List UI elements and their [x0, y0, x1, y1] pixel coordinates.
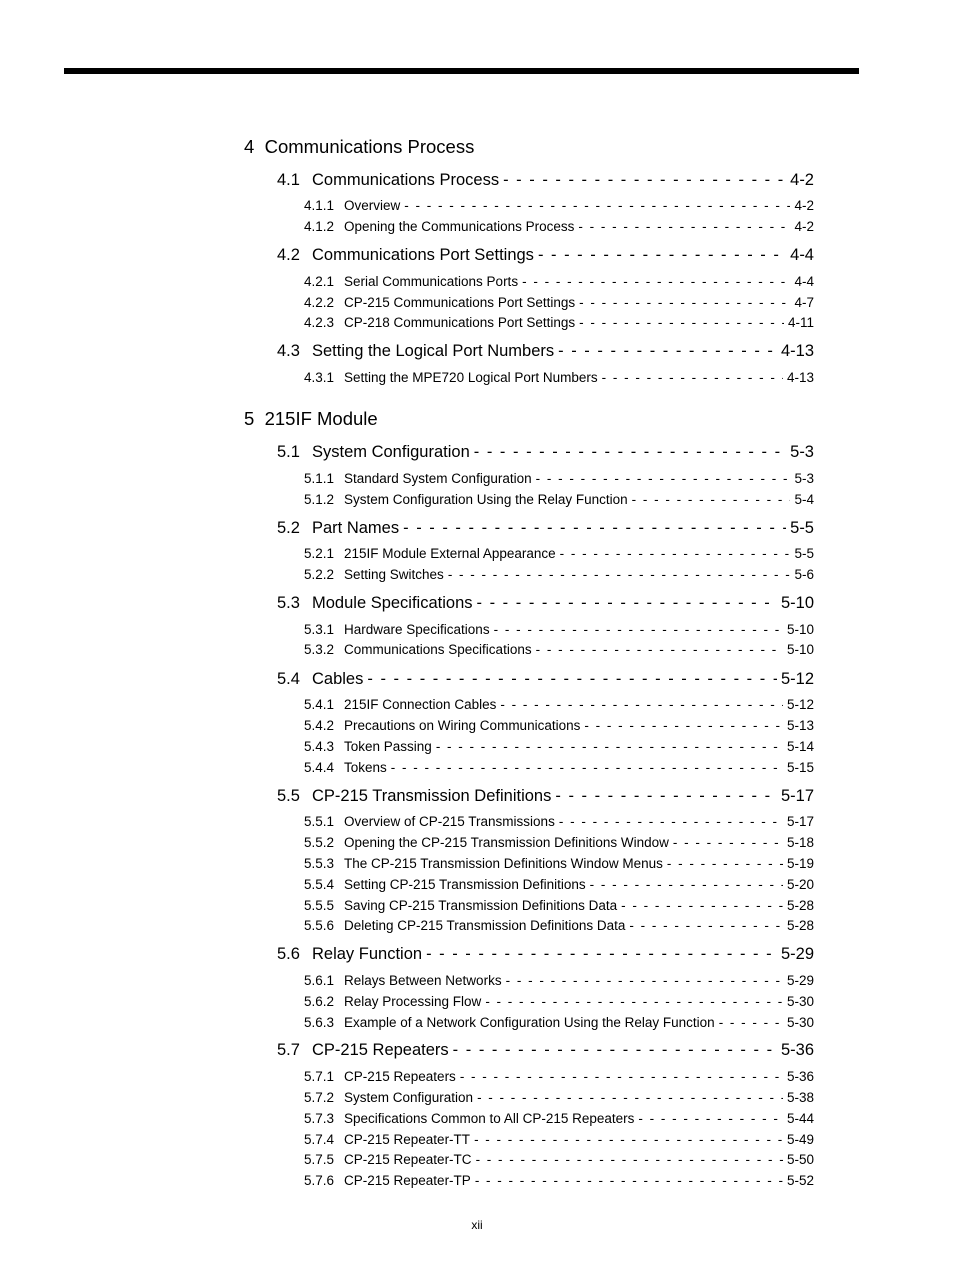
section-number: 4.1	[277, 171, 300, 189]
subsection-title: System Configuration Using the Relay Function	[344, 492, 628, 507]
toc-subsection-entry[interactable]	[304, 1173, 814, 1188]
page-ref: 5-28	[786, 898, 814, 913]
page-ref: 5-6	[794, 567, 814, 582]
page-ref: 5-3	[790, 443, 814, 461]
page-ref: 5-17	[786, 814, 814, 829]
toc-subsection-entry[interactable]	[304, 739, 814, 754]
page-ref: 5-30	[786, 1015, 814, 1030]
subsection-title: The CP-215 Transmission Definitions Window Menus	[344, 856, 663, 871]
dot-leader	[476, 1152, 783, 1167]
toc-subsection-entry[interactable]	[304, 877, 814, 892]
section-title: Communications Port Settings	[312, 246, 534, 264]
subsection-number: 5.3.2	[304, 642, 335, 657]
toc-subsection-entry[interactable]	[304, 1152, 814, 1167]
subsection-title: Setting the MPE720 Logical Port Numbers	[344, 370, 598, 385]
dot-leader	[485, 994, 783, 1009]
dot-leader	[426, 945, 777, 964]
subsection-title: Tokens	[344, 760, 387, 775]
page-ref: 5-10	[786, 642, 814, 657]
page-ref: 5-44	[786, 1111, 814, 1126]
subsection-number: 5.5.4	[304, 877, 335, 892]
subsection-number: 5.2.2	[304, 567, 335, 582]
subsection-title: Opening the CP-215 Transmission Definitions Window	[344, 835, 669, 850]
dot-leader	[500, 697, 783, 712]
subsection-title: Saving CP-215 Transmission Definitions Data	[344, 898, 618, 913]
section-number: 5.3	[277, 594, 300, 612]
dot-leader	[404, 198, 790, 213]
dot-leader	[475, 1173, 783, 1188]
section-title: Relay Function	[312, 945, 423, 963]
subsection-number: 4.1.2	[304, 219, 335, 234]
page-ref: 5-17	[780, 787, 814, 805]
page-ref: 5-49	[786, 1132, 814, 1147]
subsection-title: 215IF Connection Cables	[344, 697, 497, 712]
subsection-number: 4.2.1	[304, 274, 335, 289]
toc-subsection-entry[interactable]	[304, 973, 814, 988]
dot-leader	[590, 877, 783, 892]
dot-leader	[602, 370, 783, 385]
toc-section-entry[interactable]	[277, 670, 814, 689]
subsection-number: 5.6.1	[304, 973, 335, 988]
page-ref: 5-18	[786, 835, 814, 850]
dot-leader	[503, 171, 786, 190]
dot-leader	[538, 246, 786, 265]
subsection-number: 5.6.3	[304, 1015, 335, 1030]
subsection-number: 4.2.2	[304, 295, 335, 310]
toc-subsection-entry[interactable]	[304, 198, 814, 213]
toc-section-entry[interactable]	[277, 246, 814, 265]
toc-subsection-entry[interactable]	[304, 546, 814, 561]
subsection-title: CP-218 Communications Port Settings	[344, 315, 576, 330]
section-title: Part Names	[312, 519, 400, 537]
page-ref: 4-2	[794, 219, 814, 234]
section-title: System Configuration	[312, 443, 470, 461]
toc-section-entry[interactable]	[277, 342, 814, 361]
page-ref: 5-38	[786, 1090, 814, 1105]
toc-subsection-entry[interactable]	[304, 697, 814, 712]
page-ref: 4-4	[794, 274, 814, 289]
toc-subsection-entry[interactable]	[304, 567, 814, 582]
subsection-title: Relays Between Networks	[344, 973, 502, 988]
subsection-title: Overview	[344, 198, 401, 213]
page-ref: 5-12	[786, 697, 814, 712]
subsection-number: 5.7.3	[304, 1111, 335, 1126]
toc-subsection-entry[interactable]	[304, 718, 814, 733]
toc-subsection-entry[interactable]	[304, 219, 814, 234]
subsection-number: 5.5.3	[304, 856, 335, 871]
subsection-title: Hardware Specifications	[344, 622, 490, 637]
subsection-number: 5.5.5	[304, 898, 335, 913]
dot-leader	[579, 295, 790, 310]
chapter-number: 4	[244, 136, 255, 157]
subsection-number: 5.3.1	[304, 622, 335, 637]
section-number: 5.6	[277, 945, 300, 963]
toc-subsection-entry[interactable]	[304, 898, 814, 913]
section-number: 5.5	[277, 787, 300, 805]
subsection-title: Overview of CP-215 Transmissions	[344, 814, 555, 829]
dot-leader	[448, 567, 791, 582]
section-title: CP-215 Transmission Definitions	[312, 787, 552, 805]
toc-subsection-entry[interactable]	[304, 1015, 814, 1030]
page-ref: 5-29	[786, 973, 814, 988]
toc-subsection-entry[interactable]	[304, 994, 814, 1009]
page-ref: 5-12	[780, 670, 814, 688]
section-title: CP-215 Repeaters	[312, 1041, 449, 1059]
dot-leader	[560, 546, 791, 561]
dot-leader	[673, 835, 783, 850]
page-ref: 5-19	[786, 856, 814, 871]
page-ref: 4-4	[790, 246, 814, 264]
page-ref: 5-4	[794, 492, 814, 507]
page-ref: 5-52	[786, 1173, 814, 1188]
subsection-number: 4.3.1	[304, 370, 335, 385]
subsection-title: Communications Specifications	[344, 642, 532, 657]
page-ref: 4-13	[786, 370, 814, 385]
dot-leader	[522, 274, 790, 289]
dot-leader	[436, 739, 783, 754]
dot-leader	[578, 219, 790, 234]
subsection-number: 5.1.1	[304, 471, 335, 486]
toc-subsection-entry[interactable]	[304, 274, 814, 289]
chapter-title: Communications Process	[264, 136, 475, 157]
toc-section-entry[interactable]	[277, 171, 814, 190]
subsection-number: 5.7.4	[304, 1132, 335, 1147]
toc-section-entry[interactable]	[277, 519, 814, 538]
subsection-title: 215IF Module External Appearance	[344, 546, 556, 561]
section-number: 5.7	[277, 1041, 300, 1059]
subsection-title: CP-215 Repeater-TP	[344, 1173, 471, 1188]
section-number: 5.2	[277, 519, 300, 537]
subsection-title: Example of a Network Configuration Using the Relay Function	[344, 1015, 715, 1030]
toc-subsection-entry[interactable]	[304, 1090, 814, 1105]
dot-leader	[460, 1069, 783, 1084]
dot-leader	[629, 918, 783, 933]
toc-subsection-entry[interactable]	[304, 835, 814, 850]
dot-leader	[474, 443, 786, 462]
dot-leader	[719, 1015, 783, 1030]
dot-leader	[536, 642, 783, 657]
page-ref: 5-5	[790, 519, 814, 537]
dot-leader	[579, 315, 784, 330]
subsection-title: Specifications Common to All CP-215 Repeaters	[344, 1111, 635, 1126]
page-ref: 5-5	[794, 546, 814, 561]
subsection-title: CP-215 Repeater-TC	[344, 1152, 472, 1167]
subsection-number: 5.7.6	[304, 1173, 335, 1188]
dot-leader	[584, 718, 783, 733]
dot-leader	[667, 856, 783, 871]
dot-leader	[477, 1090, 783, 1105]
subsection-number: 5.6.2	[304, 994, 335, 1009]
subsection-number: 5.7.2	[304, 1090, 335, 1105]
subsection-number: 5.4.2	[304, 718, 335, 733]
subsection-number: 4.2.3	[304, 315, 335, 330]
subsection-title: Precautions on Wiring Communications	[344, 718, 581, 733]
subsection-number: 5.5.6	[304, 918, 335, 933]
section-title: Cables	[312, 670, 364, 688]
chapter-title: 215IF Module	[264, 408, 378, 429]
dot-leader	[621, 898, 783, 913]
subsection-title: Relay Processing Flow	[344, 994, 482, 1009]
subsection-number: 5.7.1	[304, 1069, 335, 1084]
page-ref: 5-13	[786, 718, 814, 733]
page-ref: 4-13	[780, 342, 814, 360]
section-number: 4.3	[277, 342, 300, 360]
dot-leader	[453, 1041, 777, 1060]
dot-leader	[494, 622, 783, 637]
dot-leader	[477, 594, 777, 613]
subsection-title: Serial Communications Ports	[344, 274, 519, 289]
subsection-number: 5.4.4	[304, 760, 335, 775]
chapter-number: 5	[244, 408, 255, 429]
dot-leader	[367, 670, 777, 689]
dot-leader	[638, 1111, 783, 1126]
page-ref: 5-30	[786, 994, 814, 1009]
toc-subsection-entry[interactable]	[304, 370, 814, 385]
section-title: Module Specifications	[312, 594, 473, 612]
subsection-title: Setting Switches	[344, 567, 444, 582]
toc-subsection-entry[interactable]	[304, 1111, 814, 1126]
dot-leader	[559, 814, 783, 829]
page-number: xii	[471, 1218, 483, 1232]
toc-subsection-entry[interactable]	[304, 315, 814, 330]
toc-section-entry[interactable]	[277, 787, 814, 806]
toc-subsection-entry[interactable]	[304, 471, 814, 486]
toc-subsection-entry[interactable]	[304, 1069, 814, 1084]
toc-subsection-entry[interactable]	[304, 918, 814, 933]
chapter-heading	[244, 136, 474, 158]
header-rule	[64, 68, 859, 74]
toc-section-entry[interactable]	[277, 945, 814, 964]
page-ref: 4-7	[794, 295, 814, 310]
subsection-title: Standard System Configuration	[344, 471, 532, 486]
toc-subsection-entry[interactable]	[304, 642, 814, 657]
subsection-title: Token Passing	[344, 739, 432, 754]
dot-leader	[391, 760, 783, 775]
page-ref: 4-11	[787, 315, 814, 330]
page-ref: 4-2	[794, 198, 814, 213]
page-ref: 5-28	[786, 918, 814, 933]
page-ref: 5-3	[794, 471, 814, 486]
section-number: 5.4	[277, 670, 300, 688]
subsection-number: 5.7.5	[304, 1152, 335, 1167]
subsection-number: 5.5.1	[304, 814, 335, 829]
section-title: Communications Process	[312, 171, 500, 189]
toc-subsection-entry[interactable]	[304, 622, 814, 637]
page-ref: 5-29	[780, 945, 814, 963]
section-title: Setting the Logical Port Numbers	[312, 342, 555, 360]
dot-leader	[506, 973, 783, 988]
dot-leader	[474, 1132, 783, 1147]
toc-subsection-entry[interactable]	[304, 295, 814, 310]
subsection-title: Opening the Communications Process	[344, 219, 575, 234]
subsection-number: 5.2.1	[304, 546, 335, 561]
subsection-title: CP-215 Repeater-TT	[344, 1132, 471, 1147]
section-number: 5.1	[277, 443, 300, 461]
subsection-number: 4.1.1	[304, 198, 335, 213]
toc-subsection-entry[interactable]	[304, 1132, 814, 1147]
dot-leader	[555, 787, 777, 806]
page-ref: 5-20	[786, 877, 814, 892]
page-ref: 5-14	[786, 739, 814, 754]
dot-leader	[558, 342, 777, 361]
toc-subsection-entry[interactable]	[304, 856, 814, 871]
toc-subsection-entry[interactable]	[304, 492, 814, 507]
subsection-title: Setting CP-215 Transmission Definitions	[344, 877, 586, 892]
subsection-number: 5.4.1	[304, 697, 335, 712]
section-number: 4.2	[277, 246, 300, 264]
dot-leader	[632, 492, 791, 507]
subsection-title: Deleting CP-215 Transmission Definitions Data	[344, 918, 626, 933]
page-ref: 5-15	[786, 760, 814, 775]
toc-subsection-entry[interactable]	[304, 814, 814, 829]
subsection-number: 5.5.2	[304, 835, 335, 850]
page-ref: 5-50	[786, 1152, 814, 1167]
subsection-number: 5.4.3	[304, 739, 335, 754]
toc-section-entry[interactable]	[277, 443, 814, 462]
toc-section-entry[interactable]	[277, 594, 814, 613]
dot-leader	[403, 519, 786, 538]
subsection-title: System Configuration	[344, 1090, 474, 1105]
chapter-heading	[244, 408, 378, 430]
page-ref: 4-2	[790, 171, 814, 189]
page-ref: 5-36	[780, 1041, 814, 1059]
page-ref: 5-10	[780, 594, 814, 612]
subsection-title: CP-215 Repeaters	[344, 1069, 456, 1084]
subsection-title: CP-215 Communications Port Settings	[344, 295, 576, 310]
page-ref: 5-36	[786, 1069, 814, 1084]
toc-subsection-entry[interactable]	[304, 760, 814, 775]
toc-section-entry[interactable]	[277, 1041, 814, 1060]
page-ref: 5-10	[786, 622, 814, 637]
subsection-number: 5.1.2	[304, 492, 335, 507]
dot-leader	[536, 471, 791, 486]
